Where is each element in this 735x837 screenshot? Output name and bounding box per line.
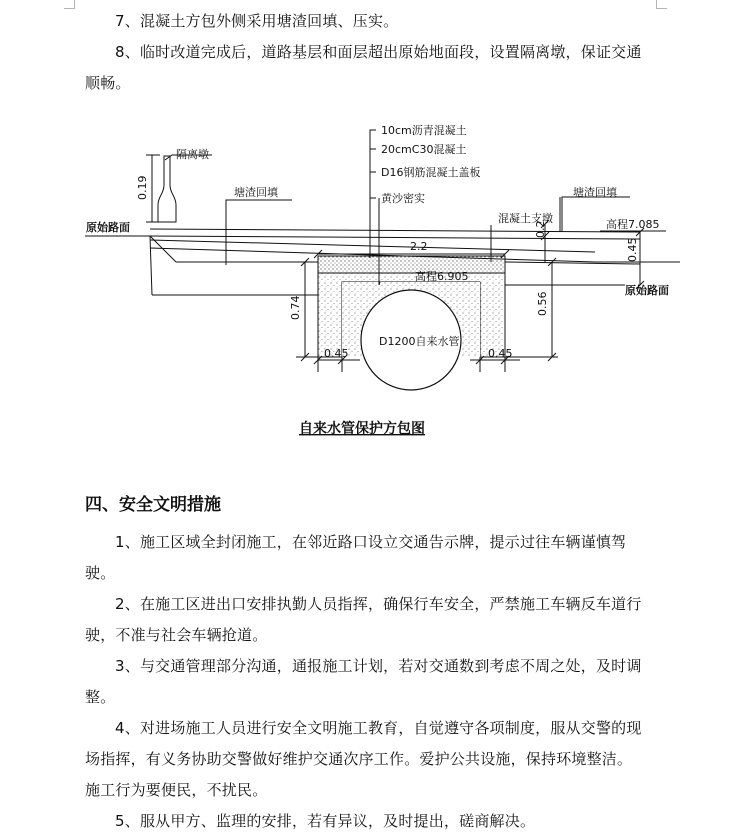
dim-height-pipe: 0.56 <box>536 291 549 316</box>
diagram-caption: 自来水管保护方包图 <box>299 421 425 437</box>
paragraph-item-8: 8、临时改道完成后，道路基层和面层超出原始地面段，设置隔离墩，保证交通顺畅。 <box>85 43 642 92</box>
paragraph-item-s1: 1、施工区域全封闭施工，在邻近路口设立交通告示牌，提示过往车辆谨慎驾驶。 <box>85 533 627 582</box>
dim-base-left: 0.45 <box>324 347 349 360</box>
label-elevation-top: 高程7.085 <box>606 218 660 231</box>
label-fill-left: 塘渣回填 <box>234 186 278 199</box>
section-heading: 四、安全文明措施 <box>85 495 221 515</box>
paragraph-item-s3: 3、与交通管理部分沟通，通报施工计划，若对交通数到考虑不周之处，及时调整。 <box>85 657 642 706</box>
paragraph-item-s2: 2、在施工区进出口安排执勤人员指挥，确保行车安全，严禁施工车辆反车道行驶，不准与社会车辆抢道。 <box>85 595 642 644</box>
label-ground-left: 原始路面 <box>86 221 130 234</box>
label-asphalt: 10cm沥青混凝土 <box>381 124 467 137</box>
label-c30: 20cmC30混凝土 <box>381 143 467 156</box>
dim-height-right: 0.45 <box>626 237 639 262</box>
dim-base-right: 0.45 <box>488 347 513 360</box>
label-support: 混凝土支墩 <box>498 212 553 225</box>
label-cover-plate: D16钢筋混凝土盖板 <box>381 166 481 179</box>
label-isolation-pier: 隔离墩 <box>176 148 209 161</box>
paragraph-item-s4: 4、对进场施工人员进行安全文明施工教育，自觉遵守各项制度，服从交警的现场指挥，有义务协助交警做好维护交通次序工作。爱护公共设施，保持环境整洁。施工行为要便民，不扰民。 <box>85 719 642 799</box>
label-pipe: D1200自来水管 <box>379 335 460 348</box>
dim-pier-height: 0.19 <box>136 175 149 200</box>
dim-height-left: 0.74 <box>289 295 302 320</box>
label-ground-right: 原始路面 <box>625 284 669 297</box>
paragraph-item-7: 7、混凝土方包外侧采用塘渣回填、压实。 <box>115 12 399 30</box>
isolation-pier <box>158 156 176 222</box>
label-fill-right: 塘渣回填 <box>573 186 617 199</box>
label-elevation-pipe: 高程6.905 <box>415 270 469 283</box>
paragraph-item-s5: 5、服从甲方、监理的安排，若有异议，及时提出，磋商解决。 <box>115 812 536 830</box>
label-sand: 黄沙密实 <box>381 192 425 205</box>
dim-offset-right: 0.2 <box>534 220 547 238</box>
dim-width-top: 2.2 <box>410 240 428 253</box>
